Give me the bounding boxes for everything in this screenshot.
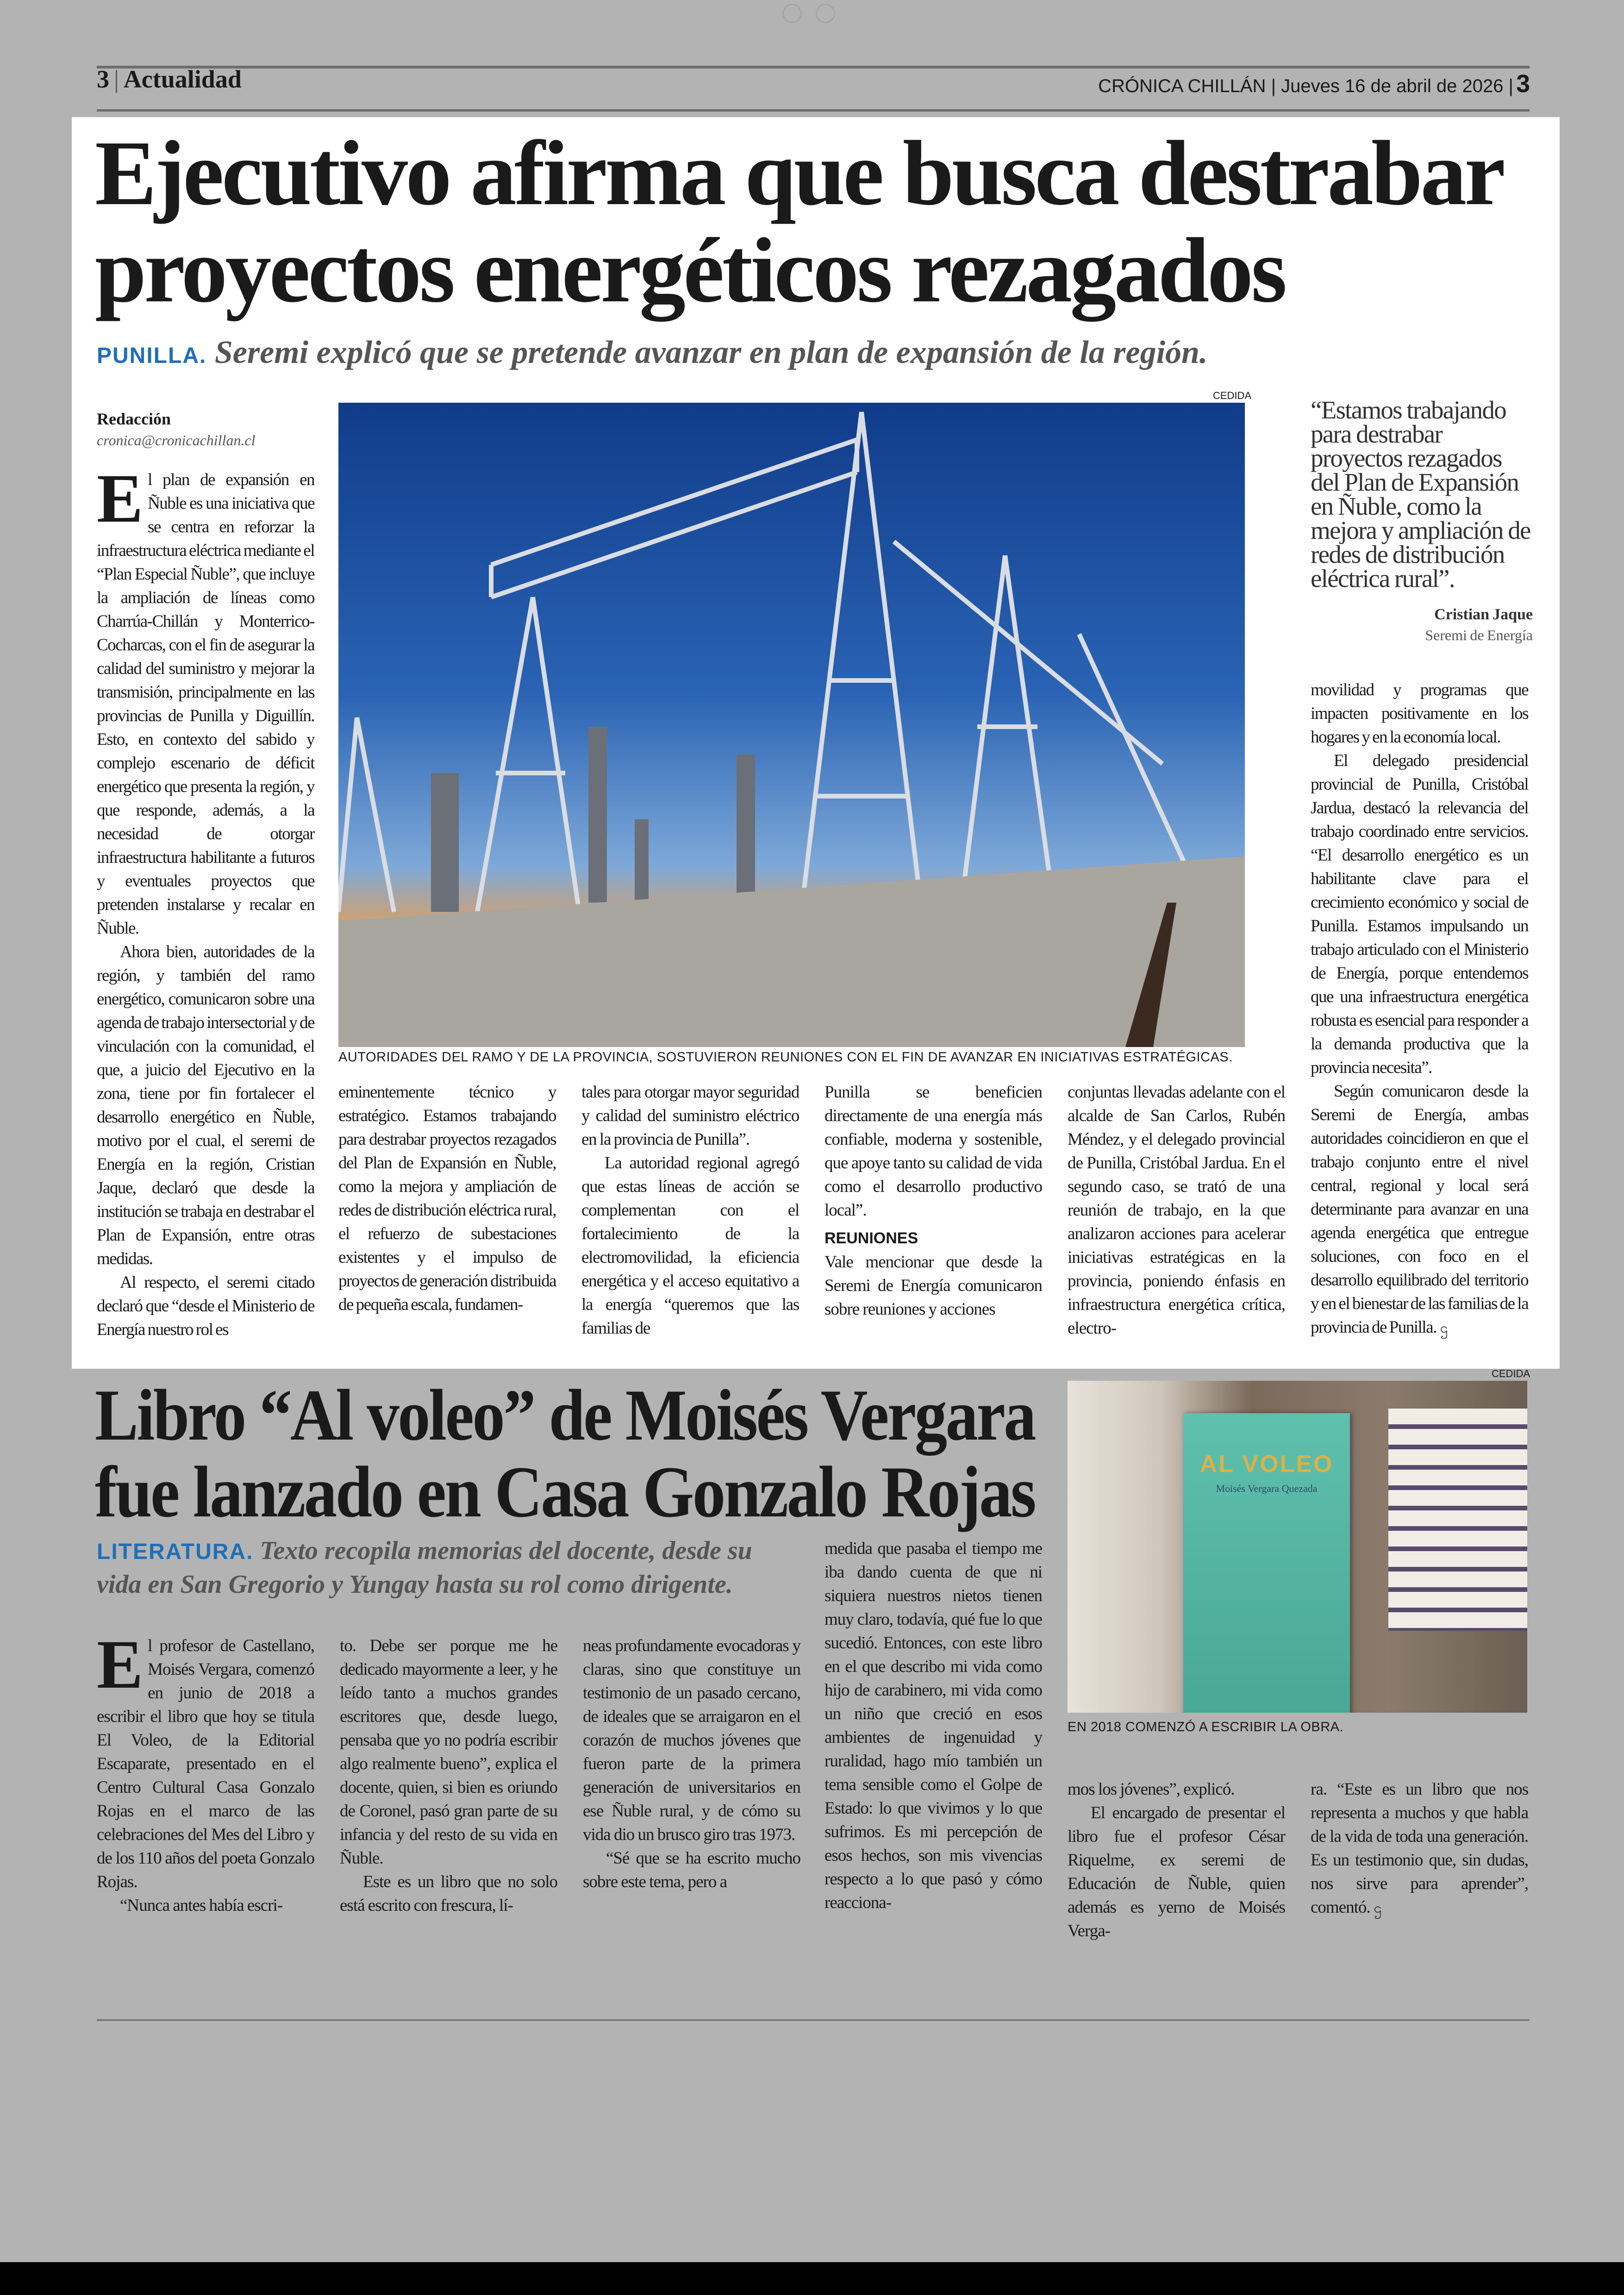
paragraph: tales para otorgar mayor seguridad y calidad del suministro eléctrico en la provincia de Punilla”. — [581, 1083, 799, 1149]
headline — [95, 1377, 1150, 1531]
page-number: 3 — [1516, 70, 1530, 98]
header-top-rule — [97, 66, 1530, 69]
paragraph: ra. “Este es un libro que nos representa a muchos y que habla de la vida de toda una generación. Es un testimonio que, sin dudas, nos sirve para aprender”, comentó. — [1311, 1780, 1528, 1917]
transmission-towers-illustration — [338, 403, 1245, 1047]
headline-line: Libro “Al voleo” de Moisés Vergara — [95, 1375, 1035, 1456]
paragraph: Según comunicaron desde la Seremi de Energía, ambas autoridades coincidieron en que el trabajo conjunto entre el nivel central, regional y local será determinante para avanzar en una agenda energética que entregue soluciones, con foco en el desarrollo equilibrado del territorio y en el bienestar de las familias de la provincia de Punilla. — [1311, 1082, 1529, 1337]
headline — [95, 122, 1503, 322]
paragraph: Vale mencionar que desde la Seremi de Energía comunicaron sobre reuniones y acciones — [824, 1253, 1042, 1319]
paragraph: Punilla se beneficien directamente de una energía más confiable, moderna y sostenible, que apoye tanto su calidad de vida como el desarrollo productivo local”. — [824, 1083, 1042, 1220]
page-bottom-rule — [97, 2019, 1530, 2021]
column-6 — [1311, 678, 1528, 1340]
paragraph: conjuntas llevadas adelante con el alcalde de San Carlos, Rubén Méndez, y el delegado provincial de Punilla, Cristóbal Jardua. En el segundo caso, se trató de una reunión de trabajo, en la que analizaron acciones para acelerar iniciativas estratégicas en la provincia, poniendo énfasis en infraestructura energética crítica, electro- — [1068, 1083, 1285, 1338]
section-header — [97, 65, 242, 94]
end-of-article-icon: ဌ — [1374, 1901, 1381, 1916]
page-number: 3 — [97, 65, 109, 93]
book-title: AL VOLEO — [1199, 1451, 1334, 1478]
headline-line: Ejecutivo afirma que busca destrabar — [95, 122, 1503, 225]
column-1 — [97, 1626, 314, 1917]
paragraph: Este es un libro que no solo está escrito con frescura, lí- — [340, 1872, 557, 1915]
paragraph: l plan de expansión en Ñuble es una iniciativa que se centra en reforzar la infraestructura eléctrica mediante el “Plan Especial Ñuble”, que incluye la ampliación de líneas como Charrúa-Chillán y Monterrico-Cocharcas, con el fin de asegurar la calidad del suministro y mejorar la transmisión, principalmente en las provincias de Punilla y Diguillín. Esto, en contexto del sabido y complejo escenario de déficit energético que presenta la región, y que responde, además, a la necesidad de otorgar infraestructura habilitante a futuros y eventuales proyectos que pretenden instalarse y recalar en Ñuble. — [97, 470, 314, 938]
photo-credit: CEDIDA — [1492, 1368, 1530, 1379]
quote-text: “Estamos trabajando para destrabar proyectos rezagados del Plan de Expansión en Ñuble, como la mejora y ampliación de redes de distribución eléctrica rural”. — [1311, 396, 1530, 592]
author-email[interactable]: cronica@cronicachillan.cl — [97, 432, 256, 449]
column-6 — [1311, 1777, 1528, 1920]
paragraph: to. Debe ser porque me he dedicado mayormente a leer, y he leído tanto a muchos grandes escritores que, desde luego, pensaba que yo no podría escribir algo realmente bueno”, explica el docente, quien, si bien es oriundo de Coronel, pasó gran parte de su infancia y del resto de su vida en Ñuble. — [340, 1636, 557, 1868]
paragraph: El delegado presidencial provincial de Punilla, Cristóbal Jardua, destacó la relevancia del trabajo coordinado entre servicios. “El desarrollo energético es un habilitante clave para el crecimiento económico y social de Punilla. Estamos impulsando un trabajo articulado con el Ministerio de Energía, porque entendemos que una infraestructura energética robusta es esencial para responder a la demanda productiva que la provincia necesita”. — [1311, 751, 1528, 1077]
quote-author: Cristian Jaque — [1434, 606, 1533, 623]
drop-cap: E — [97, 1626, 144, 1703]
paragraph: “Sé que se ha escrito mucho sobre este tema, pero a — [583, 1849, 800, 1891]
end-of-article-icon: ဌ — [1440, 1321, 1447, 1336]
book-cover — [1183, 1413, 1350, 1713]
deck — [97, 1534, 800, 1601]
photo-caption: AUTORIDADES DEL RAMO Y DE LA PROVINCIA, SOSTUVIERON REUNIONES CON EL FIN DE AVANZAR EN INICIATIVAS ESTRATÉGICAS. — [338, 1050, 1233, 1065]
header-bottom-rule — [97, 109, 1530, 112]
photo-credit: CEDIDA — [1213, 390, 1252, 401]
deck-text: Texto recopila memorias del docente, desde su vida en San Gregorio y Yungay hasta su rol como dirigente. — [97, 1536, 752, 1599]
quote-role: Seremi de Energía — [1425, 627, 1533, 643]
photo-book — [1068, 1381, 1527, 1713]
column-4 — [824, 1080, 1042, 1321]
issue-date: Jueves 16 de abril de 2026 — [1281, 76, 1504, 96]
paragraph: neas profundamente evocadoras y claras, sino que constituye un testimonio de un pasado cercano, de ideales que se arraigaron en el corazón de muchos jóvenes que fueron parte de la primera generación de universitarios en ese Ñuble rural, y de cómo su vida dio un brusco giro tras 1973. — [583, 1636, 800, 1844]
headline-line: proyectos energéticos rezagados — [95, 219, 1285, 322]
paragraph: La autoridad regional agregó que estas líneas de acción se complementan con el fortalecimiento de la electromovilidad, la eficiencia energética y el acceso equitativo a la energía “queremos que las familias de — [581, 1154, 799, 1338]
photo-power-substation — [338, 403, 1245, 1047]
paragraph: “Nunca antes había escri- — [120, 1896, 283, 1915]
subheading: REUNIONES — [824, 1229, 918, 1247]
divider: | — [114, 65, 119, 93]
paragraph: Ahora bien, autoridades de la región, y también del ramo energético, comunicaron sobre una agenda de trabajo intersectorial y de vinculación con la comunidad, el que, a juicio del Ejecutivo en la zona, tiene por fin fortalecer el desarrollo energético en Ñuble, motivo por el cual, el seremi de Energía en la región, Cristian Jaque, declaró que desde la institución se trabaja en destrabar el Plan de Expansión, entre otras medidas. — [97, 942, 314, 1268]
paragraph: movilidad y programas que impacten positivamente en los hogares y en la economía local. — [1311, 680, 1528, 747]
paragraph: eminentemente técnico y estratégico. Estamos trabajando para destrabar proyectos rezagados del Plan de Expansión en Ñuble, como la mejora y ampliación de redes de distribución eléctrica rural, el refuerzo de subestaciones existentes y el impulso de proyectos de generación distribuida de pequeña escala, fundamen- — [338, 1083, 556, 1314]
paragraph: El encargado de presentar el libro fue el profesor César Riquelme, ex seremi de Educación de Ñuble, quien además es yerno de Moisés Verga- — [1068, 1803, 1285, 1940]
kicker: PUNILLA. — [97, 343, 207, 368]
photo-caption: EN 2018 COMENZÓ A ESCRIBIR LA OBRA. — [1068, 1720, 1344, 1734]
viewer-bottom-bar — [0, 2262, 1624, 2295]
paragraph: mos los jóvenes”, explicó. — [1068, 1780, 1235, 1799]
byline: Redacción — [97, 410, 171, 428]
headline-line: fue lanzado en Casa Gonzalo Rojas — [95, 1451, 1035, 1533]
section-name: Actualidad — [123, 65, 242, 93]
circle-icon — [816, 4, 835, 23]
book-stack — [1388, 1409, 1527, 1631]
circle-icon — [782, 4, 802, 23]
deck — [97, 334, 1207, 371]
paragraph: l profesor de Castellano, Moisés Vergara, comenzó en junio de 2018 a escribir el libro que hoy se titula El Voleo, de la Editorial Escaparate, presentado en el Centro Cultural Casa Gonzalo Rojas en el marco de las celebraciones del Mes del Libro y de los 110 años del poeta Gonzalo Rojas. — [97, 1636, 314, 1891]
column-5 — [1068, 1080, 1285, 1340]
column-2 — [340, 1634, 557, 1917]
paragraph: Al respecto, el seremi citado declaró que “desde el Ministerio de Energía nuestro rol es — [97, 1273, 314, 1339]
column-3 — [581, 1080, 799, 1340]
folio: CRÓNICA CHILLÁN | Jueves 16 de abril de 2026 | 3 — [1098, 70, 1530, 98]
book-author: Moisés Vergara Quezada — [1216, 1483, 1318, 1494]
column-4 — [824, 1537, 1042, 1915]
column-2 — [338, 1080, 556, 1316]
deck-text: Seremi explicó que se pretende avanzar en plan de expansión de la región. — [214, 335, 1208, 370]
kicker: LITERATURA. — [97, 1540, 254, 1564]
paragraph: medida que pasaba el tiempo me iba dando cuenta de que ni siquiera nuestros nietos tienen muy claro, todavía, qué fue lo que sucedió. Entonces, con este libro en el que describo mi vida como hijo de carabinero, mi vida como un niño que creció en esos ambientes de ingenuidad y ruralidad, hago mío también un tema sensible como el Golpe de Estado: lo que vivimos y lo que sufrimos. Es mi percepción de esos hechos, son mis vivencias respecto a lo que pasó y cómo reacciona- — [824, 1539, 1042, 1912]
pull-quote — [1311, 398, 1533, 645]
column-1 — [97, 407, 314, 1341]
column-5 — [1068, 1777, 1285, 1943]
column-3 — [583, 1634, 800, 1894]
drop-cap: E — [97, 460, 144, 537]
newspaper-name: CRÓNICA CHILLÁN — [1098, 76, 1266, 96]
viewer-page-indicators — [782, 4, 835, 23]
